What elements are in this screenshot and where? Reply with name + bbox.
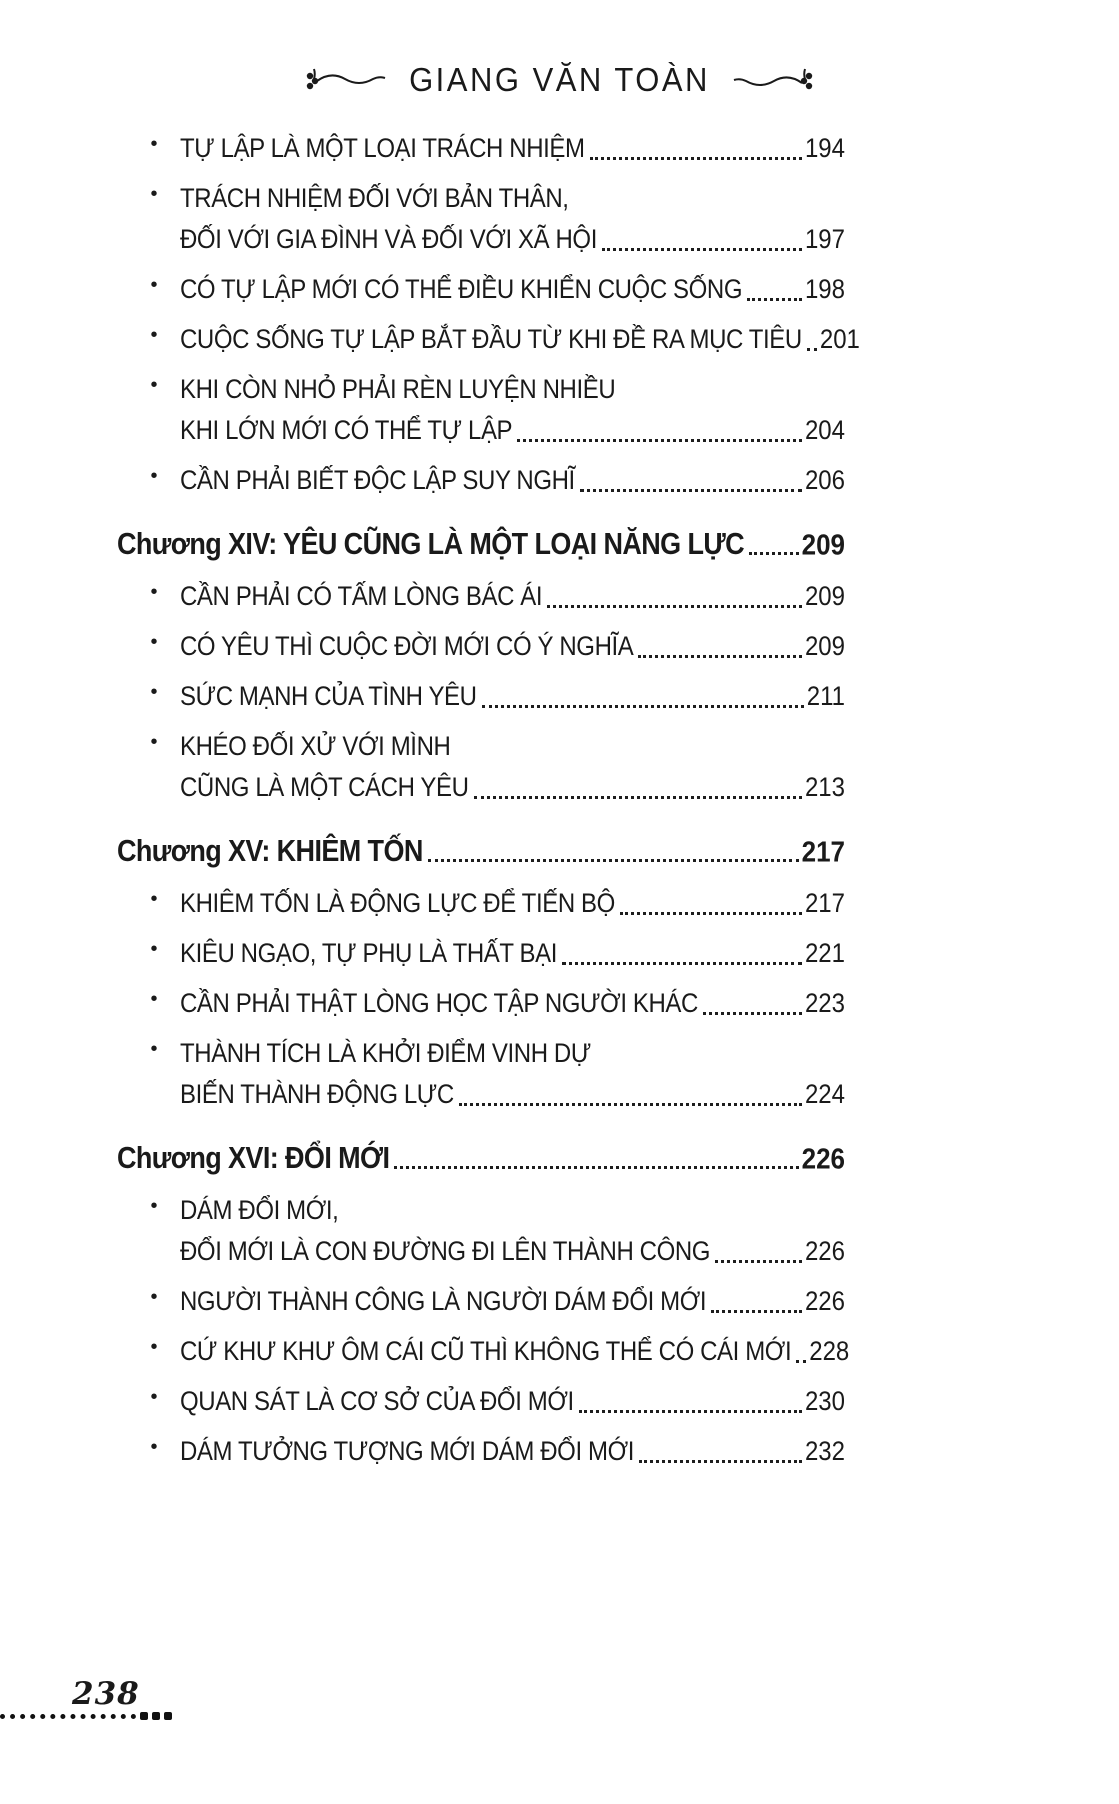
bullet-icon: •	[150, 1436, 158, 1458]
folio-page-number: 238	[72, 1676, 140, 1712]
bullet-icon: •	[150, 324, 158, 346]
toc-item-body	[180, 1188, 845, 1270]
toc-item-line-main	[180, 1429, 845, 1470]
toc-item-body	[117, 1135, 845, 1176]
toc-item-title: QUAN SÁT LÀ CƠ SỞ CỦA ĐỔI MỚI	[180, 1386, 574, 1417]
toc-item-title: NGƯỜI THÀNH CÔNG LÀ NGƯỜI DÁM ĐỔI MỚI	[180, 1286, 707, 1317]
toc-item	[117, 981, 845, 1022]
toc-item	[117, 367, 845, 449]
footer-dot-square	[140, 1712, 148, 1720]
toc-page-number: 206	[804, 466, 845, 496]
toc-item-body	[180, 317, 860, 358]
toc-item-line-main	[180, 881, 845, 922]
toc-item	[117, 176, 845, 258]
toc-item-body	[180, 674, 845, 715]
toc-item	[117, 1188, 845, 1270]
toc-item-line-main	[180, 1329, 850, 1370]
toc-item-text-wrap: KHI CÒN NHỎ PHẢI RÈN LUYỆN NHIỀU	[180, 374, 616, 405]
toc-item	[117, 1429, 845, 1470]
footer-dot-square	[164, 1712, 172, 1720]
table-of-contents	[117, 126, 860, 1479]
bullet-icon: •	[150, 1038, 158, 1060]
toc-item-line-wrap	[180, 1031, 845, 1072]
author-name: GIANG VĂN TOÀN	[409, 60, 710, 99]
bullet-icon: •	[150, 888, 158, 910]
toc-item-title: Chương XVI: ĐỔI MỚI	[117, 1141, 390, 1175]
toc-item-title: CUỘC SỐNG TỰ LẬP BẮT ĐẦU TỪ KHI ĐỀ RA MỤC TIÊU	[180, 324, 802, 355]
bullet-icon: •	[150, 731, 158, 753]
toc-item	[117, 1031, 845, 1113]
dot-leader	[715, 1260, 802, 1263]
toc-item-body	[180, 176, 845, 258]
toc-item	[117, 1379, 845, 1420]
toc-item-line-main	[180, 1279, 845, 1320]
toc-item-title: ĐỔI MỚI LÀ CON ĐƯỜNG ĐI LÊN THÀNH CÔNG	[180, 1236, 711, 1267]
dot-leader	[749, 552, 799, 555]
toc-item-text-wrap: DÁM ĐỔI MỚI,	[180, 1195, 339, 1226]
toc-item-body	[180, 624, 845, 665]
toc-item-title: CẦN PHẢI THẬT LÒNG HỌC TẬP NGƯỜI KHÁC	[180, 988, 698, 1019]
toc-item-line-main	[180, 317, 860, 358]
toc-item-line-main	[180, 217, 845, 258]
dot-leader	[547, 605, 802, 608]
toc-page-number: 204	[804, 416, 845, 446]
toc-item-title: CẦN PHẢI BIẾT ĐỘC LẬP SUY NGHĨ	[180, 465, 575, 496]
dot-leader	[459, 1103, 802, 1106]
toc-page-number: 198	[804, 275, 845, 305]
toc-item-body	[180, 574, 845, 615]
toc-item-body	[180, 1279, 845, 1320]
dot-leader	[711, 1310, 802, 1313]
toc-item-line-main	[180, 1072, 845, 1113]
toc-page-number: 209	[801, 527, 845, 561]
toc-page-number: 213	[804, 773, 845, 803]
toc-item-title: CÓ TỰ LẬP MỚI CÓ THỂ ĐIỀU KHIỂN CUỘC SỐNG	[180, 274, 743, 305]
dot-leader	[580, 489, 802, 492]
bullet-icon: •	[150, 1336, 158, 1358]
toc-page-number: 217	[801, 834, 845, 868]
bullet-icon: •	[150, 938, 158, 960]
toc-item-title: Chương XIV: YÊU CŨNG LÀ MỘT LOẠI NĂNG LỰC	[117, 527, 745, 561]
toc-item-line-main	[180, 624, 845, 665]
toc-page-number: 209	[804, 582, 845, 612]
toc-item-text-wrap: KHÉO ĐỐI XỬ VỚI MÌNH	[180, 731, 451, 762]
bullet-icon: •	[150, 681, 158, 703]
dot-leader	[639, 1460, 802, 1463]
toc-page-number: 228	[809, 1337, 850, 1367]
footer-dotted-rule	[0, 1712, 172, 1720]
toc-page-number: 194	[804, 134, 845, 164]
toc-item-body	[180, 267, 845, 308]
bullet-icon: •	[150, 631, 158, 653]
toc-item	[117, 881, 845, 922]
toc-item-line-main	[117, 1135, 845, 1176]
toc-item-title: KIÊU NGẠO, TỰ PHỤ LÀ THẤT BẠI	[180, 938, 557, 969]
toc-item-line-wrap	[180, 1188, 845, 1229]
toc-item-line-main	[180, 408, 845, 449]
bullet-icon: •	[150, 581, 158, 603]
toc-item-title: Chương XV: KHIÊM TỐN	[117, 834, 423, 868]
footer-dot-line	[0, 1714, 136, 1719]
bullet-icon: •	[150, 465, 158, 487]
toc-item	[117, 1135, 845, 1176]
toc-item-body	[180, 126, 845, 167]
toc-page-number: 201	[819, 325, 860, 355]
toc-item-text-wrap: TRÁCH NHIỆM ĐỐI VỚI BẢN THÂN,	[180, 183, 569, 214]
toc-item	[117, 317, 860, 358]
toc-item	[117, 931, 845, 972]
dot-leader	[474, 796, 802, 799]
toc-item-body	[180, 724, 845, 806]
toc-item-text-wrap: THÀNH TÍCH LÀ KHỞI ĐIỂM VINH DỰ	[180, 1038, 591, 1069]
toc-item-line-main	[180, 1379, 845, 1420]
dot-leader	[590, 157, 802, 160]
toc-page-number: 232	[804, 1437, 845, 1467]
toc-item-title: KHI LỚN MỚI CÓ THỂ TỰ LẬP	[180, 415, 513, 446]
toc-item-body	[117, 521, 845, 562]
toc-item-body	[180, 1379, 845, 1420]
bullet-icon: •	[150, 274, 158, 296]
toc-item-line-main	[180, 674, 845, 715]
toc-item-body	[180, 881, 845, 922]
toc-item-body	[180, 931, 845, 972]
dot-leader	[602, 248, 802, 251]
page-header	[0, 62, 1119, 98]
toc-page-number: 226	[804, 1287, 845, 1317]
bullet-icon: •	[150, 1286, 158, 1308]
toc-item	[117, 1329, 850, 1370]
dot-leader	[562, 962, 802, 965]
toc-item-line-main	[180, 267, 845, 308]
toc-item-title: ĐỐI VỚI GIA ĐÌNH VÀ ĐỐI VỚI XÃ HỘI	[180, 224, 597, 255]
toc-item	[117, 724, 845, 806]
toc-item-line-main	[180, 126, 845, 167]
toc-page-number: 230	[804, 1387, 845, 1417]
toc-item-title: CÓ YÊU THÌ CUỘC ĐỜI MỚI CÓ Ý NGHĨA	[180, 631, 634, 662]
footer-dot-square	[152, 1712, 160, 1720]
bullet-icon: •	[150, 1386, 158, 1408]
toc-item-line-main	[117, 521, 845, 562]
bullet-icon: •	[150, 133, 158, 155]
dot-leader	[482, 705, 804, 708]
toc-item-line-main	[180, 1229, 845, 1270]
toc-item-body	[180, 981, 845, 1022]
toc-item	[117, 674, 845, 715]
toc-item-body	[180, 1031, 845, 1113]
toc-item-body	[180, 458, 845, 499]
toc-item-line-wrap	[180, 724, 845, 765]
dot-leader	[517, 439, 802, 442]
floral-ornament-right	[732, 67, 814, 93]
toc-item	[117, 126, 845, 167]
toc-item	[117, 458, 845, 499]
toc-item-body	[117, 828, 845, 869]
toc-item-title: SỨC MẠNH CỦA TÌNH YÊU	[180, 681, 477, 712]
toc-page-number: 226	[801, 1141, 845, 1175]
bullet-icon: •	[150, 374, 158, 396]
toc-item-line-main	[180, 458, 845, 499]
toc-item-title: CŨNG LÀ MỘT CÁCH YÊU	[180, 772, 469, 803]
dot-leader	[394, 1166, 798, 1169]
dot-leader	[796, 1360, 806, 1363]
bullet-icon: •	[150, 988, 158, 1010]
toc-item	[117, 624, 845, 665]
toc-page-number: 211	[806, 682, 845, 712]
toc-item-title: DÁM TƯỞNG TƯỢNG MỚI DÁM ĐỔI MỚI	[180, 1436, 635, 1467]
dot-leader	[747, 298, 802, 301]
toc-item-line-main	[180, 574, 845, 615]
bullet-icon: •	[150, 183, 158, 205]
toc-page-number: 223	[804, 989, 845, 1019]
toc-item-body	[180, 367, 845, 449]
toc-item-body	[180, 1329, 850, 1370]
dot-leader	[620, 912, 802, 915]
toc-page-number: 197	[804, 225, 845, 255]
toc-page-number: 224	[804, 1080, 845, 1110]
toc-item	[117, 1279, 845, 1320]
toc-item-title: KHIÊM TỐN LÀ ĐỘNG LỰC ĐỂ TIẾN BỘ	[180, 888, 615, 919]
dot-leader	[638, 655, 802, 658]
toc-item-line-main	[117, 828, 845, 869]
floral-ornament-left	[305, 67, 387, 93]
toc-item-title: BIẾN THÀNH ĐỘNG LỰC	[180, 1079, 454, 1110]
toc-item	[117, 574, 845, 615]
dot-leader	[579, 1410, 802, 1413]
toc-item-line-main	[180, 981, 845, 1022]
toc-item-title: TỰ LẬP LÀ MỘT LOẠI TRÁCH NHIỆM	[180, 133, 585, 164]
toc-page-number: 226	[804, 1237, 845, 1267]
toc-item-title: CỨ KHƯ KHƯ ÔM CÁI CŨ THÌ KHÔNG THỂ CÓ CÁI MỚI	[180, 1336, 792, 1367]
dot-leader	[703, 1012, 802, 1015]
toc-item	[117, 828, 845, 869]
toc-item-body	[180, 1429, 845, 1470]
toc-item-title: CẦN PHẢI CÓ TẤM LÒNG BÁC ÁI	[180, 581, 543, 612]
toc-item-line-wrap	[180, 176, 845, 217]
toc-item-line-wrap	[180, 367, 845, 408]
toc-item	[117, 521, 845, 562]
bullet-icon: •	[150, 1195, 158, 1217]
toc-item	[117, 267, 845, 308]
toc-page-number: 221	[804, 939, 845, 969]
dot-leader	[428, 859, 799, 862]
toc-page-number: 217	[804, 889, 845, 919]
dot-leader	[807, 348, 817, 351]
toc-page-number: 209	[804, 632, 845, 662]
toc-item-line-main	[180, 765, 845, 806]
toc-item-line-main	[180, 931, 845, 972]
